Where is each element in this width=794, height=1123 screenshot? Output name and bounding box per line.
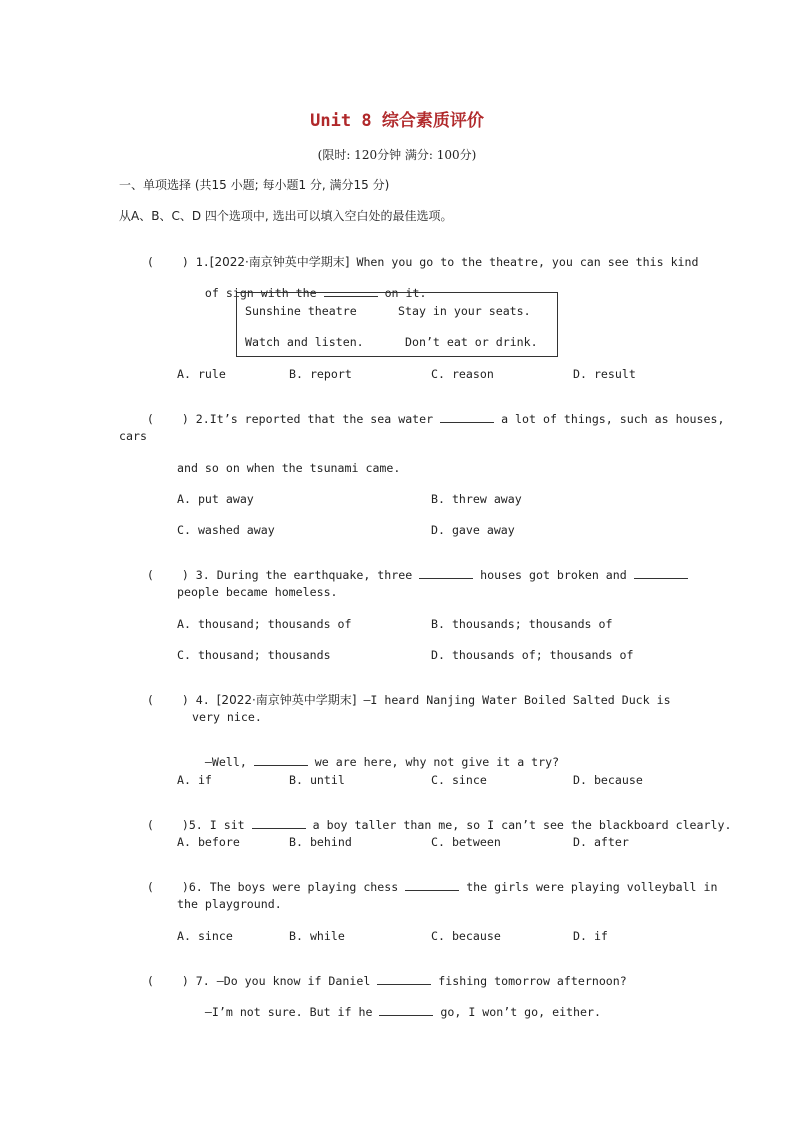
question-number: 4. xyxy=(195,693,210,707)
option-d: D. thousands of; thousands of xyxy=(431,648,634,662)
question-2 xyxy=(119,398,724,440)
option-a: A. before xyxy=(177,835,240,849)
answer-paren: ( ) xyxy=(146,255,189,269)
option-c: C. between xyxy=(431,835,501,849)
question-text: of sign with the xyxy=(204,286,324,300)
question-text: I sit xyxy=(209,818,252,832)
sign-text: Stay in your seats. xyxy=(398,304,531,318)
question-number: 5. xyxy=(188,818,203,832)
option-b: B. behind xyxy=(289,835,352,849)
page-title: Unit 8 综合素质评价 xyxy=(310,111,484,131)
option-c: C. washed away xyxy=(177,523,275,537)
question-number: 2. xyxy=(195,412,210,426)
option-c: C. thousand; thousands xyxy=(177,648,331,662)
question-text: —Well, xyxy=(204,755,254,769)
option-a: A. thousand; thousands of xyxy=(177,617,352,631)
option-a: A. since xyxy=(177,929,233,943)
question-text: go, I won’t go, either. xyxy=(433,1005,601,1019)
answer-blank xyxy=(377,974,431,985)
sign-text: Don’t eat or drink. xyxy=(405,335,538,349)
option-b: B. while xyxy=(289,929,345,943)
question-text: During the earthquake, three xyxy=(216,568,420,582)
option-a: A. rule xyxy=(177,367,226,381)
answer-blank xyxy=(419,568,473,579)
option-c: C. since xyxy=(431,773,487,787)
question-text: When you go to the theatre, you can see this kind xyxy=(349,255,699,269)
answer-paren: ( ) xyxy=(146,568,189,582)
section-heading: 一、单项选择 (共15 小题; 每小题1 分, 满分15 分) xyxy=(119,178,390,192)
answer-blank xyxy=(634,568,688,579)
answer-blank xyxy=(440,412,494,423)
question-number: 3. xyxy=(195,568,210,582)
sign-text: Watch and listen. xyxy=(245,335,364,349)
option-b: B. threw away xyxy=(431,492,522,506)
page-subtitle: (限时: 120分钟 满分: 100分) xyxy=(317,148,477,162)
option-d: D. gave away xyxy=(431,523,515,537)
question-text: —Do you know if Daniel xyxy=(216,974,378,988)
question-7-reply xyxy=(177,991,601,1033)
question-number: 7. xyxy=(195,974,210,988)
sign-text: Sunshine theatre xyxy=(245,304,357,318)
answer-paren: ( ) xyxy=(146,693,189,707)
option-b: B. until xyxy=(289,773,345,787)
question-text: people became homeless. xyxy=(177,585,338,599)
question-source: [2022·南京钟英中学期末] xyxy=(209,255,350,269)
question-number: 1. xyxy=(195,255,210,269)
question-text: and so on when the tsunami came. xyxy=(177,461,401,475)
question-text: The boys were playing chess xyxy=(209,880,406,894)
question-4-reply xyxy=(177,741,559,783)
option-d: D. because xyxy=(573,773,643,787)
sign-box xyxy=(236,292,558,357)
section-instruction: 从A、B、C、D 四个选项中, 选出可以填入空白处的最佳选项。 xyxy=(119,209,453,223)
answer-blank xyxy=(252,818,306,829)
question-text: houses got broken and xyxy=(473,568,634,582)
answer-paren: ( ) xyxy=(146,880,189,894)
question-text: a lot of things, such as houses, xyxy=(494,412,725,426)
option-b: B. thousands; thousands of xyxy=(431,617,613,631)
question-text: —I’m not sure. But if he xyxy=(204,1005,380,1019)
question-text-wrap: cars xyxy=(119,429,147,443)
option-d: D. after xyxy=(573,835,629,849)
question-text: It’s reported that the sea water xyxy=(209,412,441,426)
question-text: fishing tomorrow afternoon? xyxy=(431,974,627,988)
option-d: D. result xyxy=(573,367,636,381)
answer-paren: ( ) xyxy=(146,412,189,426)
question-text: the girls were playing volleyball in xyxy=(459,880,718,894)
answer-paren: ( ) xyxy=(146,818,189,832)
option-b: B. report xyxy=(289,367,352,381)
question-text: on it. xyxy=(377,286,427,300)
answer-paren: ( ) xyxy=(146,974,189,988)
option-d: D. if xyxy=(573,929,608,943)
question-number: 6. xyxy=(188,880,203,894)
question-text: very nice. xyxy=(192,710,262,724)
answer-blank xyxy=(405,880,459,891)
option-c: C. reason xyxy=(431,367,494,381)
question-text: a boy taller than me, so I can’t see the blackboard clearly. xyxy=(305,818,732,832)
question-text: the playground. xyxy=(177,897,282,911)
answer-blank xyxy=(379,1005,433,1016)
question-source: [2022·南京钟英中学期末] xyxy=(216,693,357,707)
option-a: A. if xyxy=(177,773,212,787)
answer-blank xyxy=(254,755,308,766)
question-text: we are here, why not give it a try? xyxy=(307,755,560,769)
option-c: C. because xyxy=(431,929,501,943)
question-text: —I heard Nanjing Water Boiled Salted Duck is xyxy=(356,693,671,707)
option-a: A. put away xyxy=(177,492,254,506)
